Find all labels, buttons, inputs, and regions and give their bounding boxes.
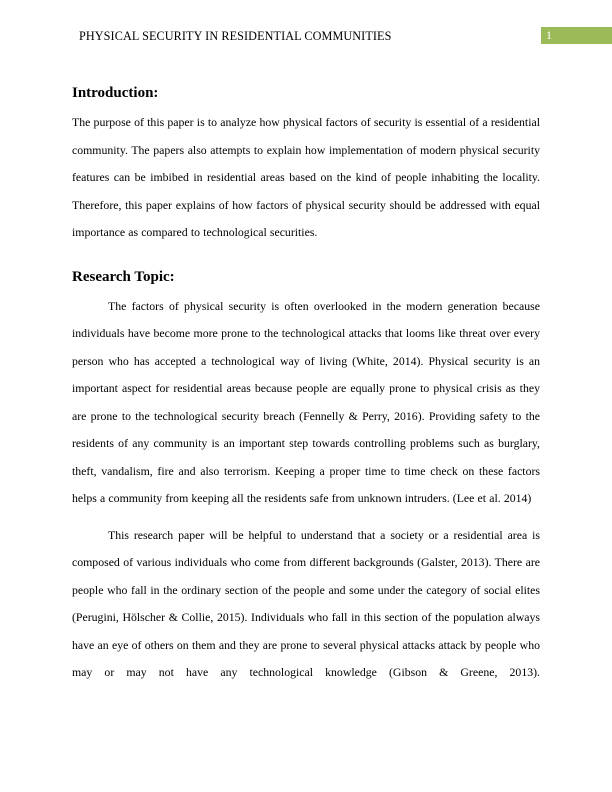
research-topic-heading: Research Topic: <box>72 268 175 285</box>
introduction-heading: Introduction: <box>72 85 159 101</box>
page-header <box>0 0 612 60</box>
page-number: 1 <box>546 28 552 42</box>
running-head: PHYSICAL SECURITY IN RESIDENTIAL COMMUNITIES <box>79 29 392 43</box>
research-paragraph-2: This research paper will be helpful to understand that a society or a residential area is composed of various individuals who come from different backgrounds (Galster, 2013). There are people who fall in the ordinary section of the people and some under the category of social elites (Perugini, Hölscher & Collie, 2015). Individuals who fall in this section of the population always have an eye of others on them and they are prone to several physical attacks attack by people who may or may not have any technological knowledge (Gibson & Greene, 2013). <box>72 527 540 679</box>
introduction-paragraph: The purpose of this paper is to analyze how physical factors of security is essential of a residential community. The papers also attempts to explain how implementation of modern physical security features can be imbibed in residential areas based on the kind of people inhabiting the locality. Therefore, this paper explains of how factors of physical security should be addressed with equal importance as compared to technological securities. <box>72 115 540 239</box>
document-body <box>72 80 540 687</box>
research-paragraph-1: The factors of physical security is often overlooked in the modern generation because individuals have become more prone to the technological attacks that looms like threat over every person who has accepted a technological way of living (White, 2014). Physical security is an important aspect for residential areas because people are equally prone to physical crisis as they are prone to the technological security breach (Fennelly & Perry, 2016). Providing safety to the residents of any community is an important step towards controlling problems such as burglary, theft, vandalism, fire and also terrorism. Keeping a proper time to time check on these factors helps a community from keeping all the residents safe from unknown intruders. (Lee et al. 2014) <box>72 298 540 505</box>
page-number-badge <box>541 27 612 44</box>
